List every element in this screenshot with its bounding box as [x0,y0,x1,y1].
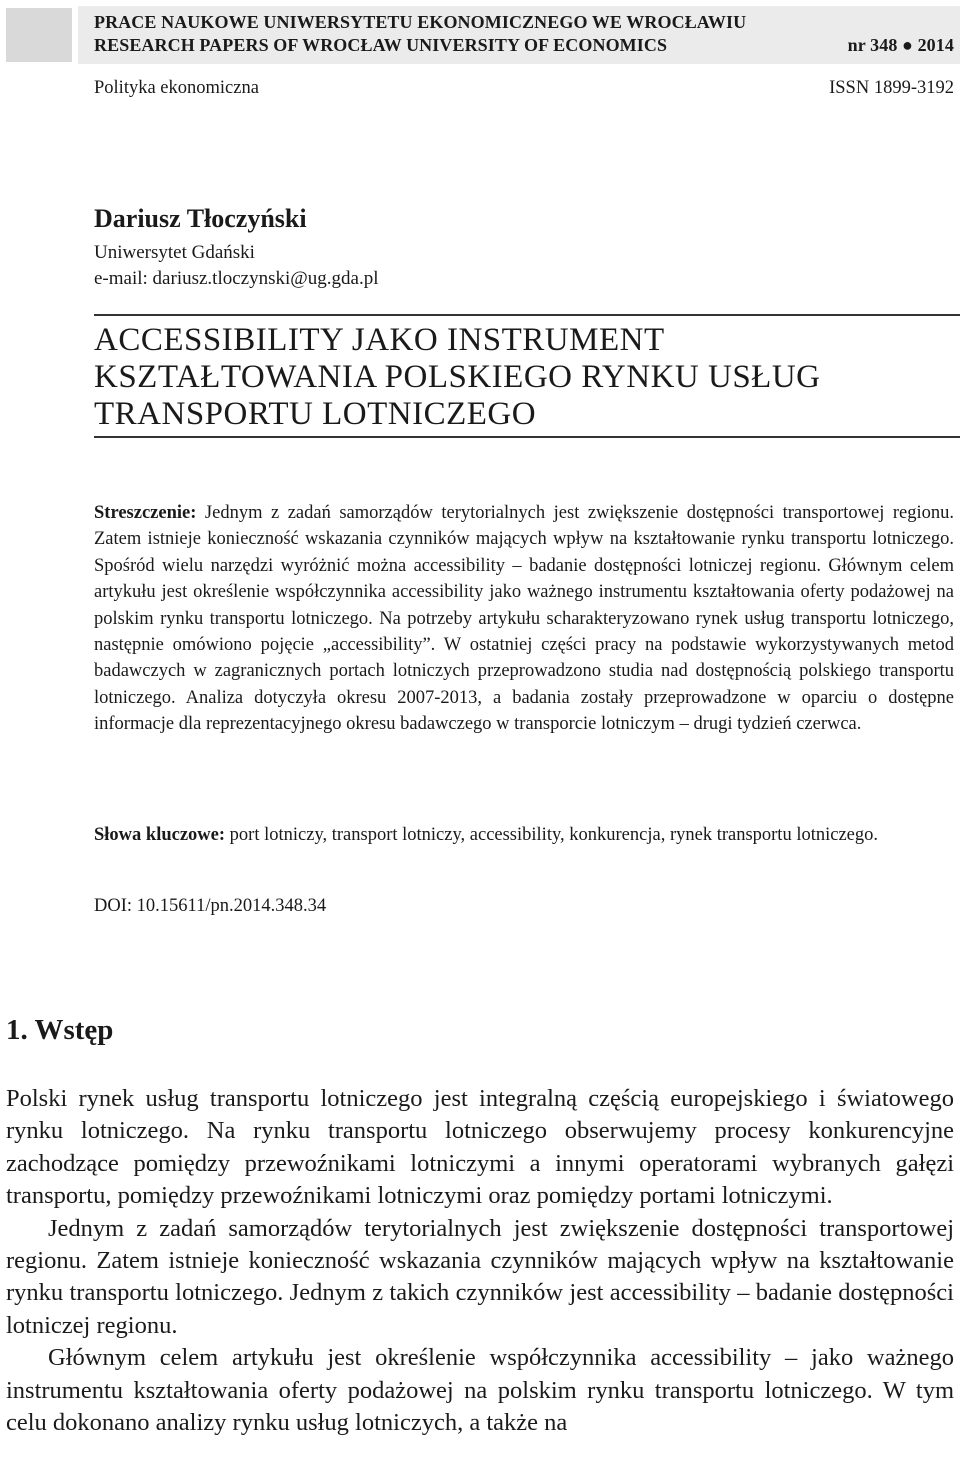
keywords-text: port lotniczy, transport lotniczy, accessibility, konkurencja, rynek transportu lotniczego. [229,825,879,845]
doi: DOI: 10.15611/pn.2014.348.34 [94,896,327,916]
journal-title-en-row [94,35,954,56]
title-bottom-rule [94,436,960,438]
title-line-1: ACCESSIBILITY JAKO INSTRUMENT [94,322,665,358]
abstract-label: Streszczenie: [94,503,197,523]
author-affiliation: Uniwersytet Gdański [94,242,255,263]
journal-title-pl: PRACE NAUKOWE UNIWERSYTETU EKONOMICZNEGO WE WROCŁAWIU [94,12,747,32]
title-top-rule [94,314,960,316]
body-paragraph-3: Głównym celem artykułu jest określenie współczynnika accessibility – jako ważnego instrumentu kształtowania oferty podażowej na polskim rynku transportu lotniczego. W tym celu dokonano analizy rynku usług lotniczych, a także na [6,1344,954,1437]
issue-number: nr 348 ● 2014 [847,35,954,55]
keywords-label: Słowa kluczowe: [94,825,226,845]
abstract [94,500,954,738]
keywords [94,822,954,848]
series-row [94,78,954,99]
title-line-2: KSZTAŁTOWANIA POLSKIEGO RYNKU USŁUG [94,359,821,395]
author-name: Dariusz Tłoczyński [94,204,307,233]
journal-title-en: RESEARCH PAPERS OF WROCŁAW UNIVERSITY OF ECONOMICS [94,35,668,55]
body-text [6,1083,954,1439]
title-line-3: TRANSPORTU LOTNICZEGO [94,396,537,432]
author-email: e-mail: dariusz.tloczynski@ug.gda.pl [94,268,379,289]
body-paragraph-1: Polski rynek usług transportu lotniczego jest integralną częścią europejskiego i światowego rynku lotniczego. Na rynku transportu lotniczego obserwujemy procesy konkurencyjne zachodzące pomiędzy przewoźnikami lotniczymi a innymi operatorami wybranych gałęzi transportu, pomiędzy przewoźnikami lotniczymi oraz pomiędzy portami lotniczymi. [6,1085,954,1210]
body-paragraph-2: Jednym z zadań samorządów terytorialnych jest zwiększenie dostępności transportowej regionu. Zatem istnieje konieczność wskazania czynników mających wpływ na kształtowanie rynku transportu lotniczego. Jednym z takich czynników jest accessibility – badanie dostępności lotniczej regionu. [6,1214,954,1339]
paper-title [94,322,954,433]
series-name: Polityka ekonomiczna [94,78,259,98]
issn: ISSN 1899-3192 [829,78,954,98]
author-affiliation-block [94,240,378,292]
section-heading: 1. Wstęp [6,1014,114,1046]
abstract-text: Jednym z zadań samorządów terytorialnych jest zwiększenie dostępności transportowej regionu. Zatem istnieje konieczność wskazania czynników mających wpływ na kształtowanie rynku transportu lotniczego. Spośród wielu narzędzi wyróżnić można accessibility – badanie dostępności lotniczej regionu. Głównym celem artykułu jest określenie współczynnika accessibility jako ważnego instrumentu kształtowania oferty podażowej na polskim rynku transportu lotniczego. Na potrzeby artykułu scharakteryzowano rynek usług transportu lotniczego, następnie omówiono pojęcie „accessibility”. W ostatniej części pracy na podstawie wykorzystywanych metod badawczych w zagranicznych portach lotniczych przeprowadzono studia nad dostępnością polskiego transportu lotniczego. Analiza dotyczyła okresu 2007-2013, a badania zostały przeprowadzone w oparciu o dostępne informacje dla reprezentacyjnego okresu badawczego w transporcie lotniczym – drugi tydzień czerwca. [94,503,954,735]
header-gray-box [6,8,72,62]
